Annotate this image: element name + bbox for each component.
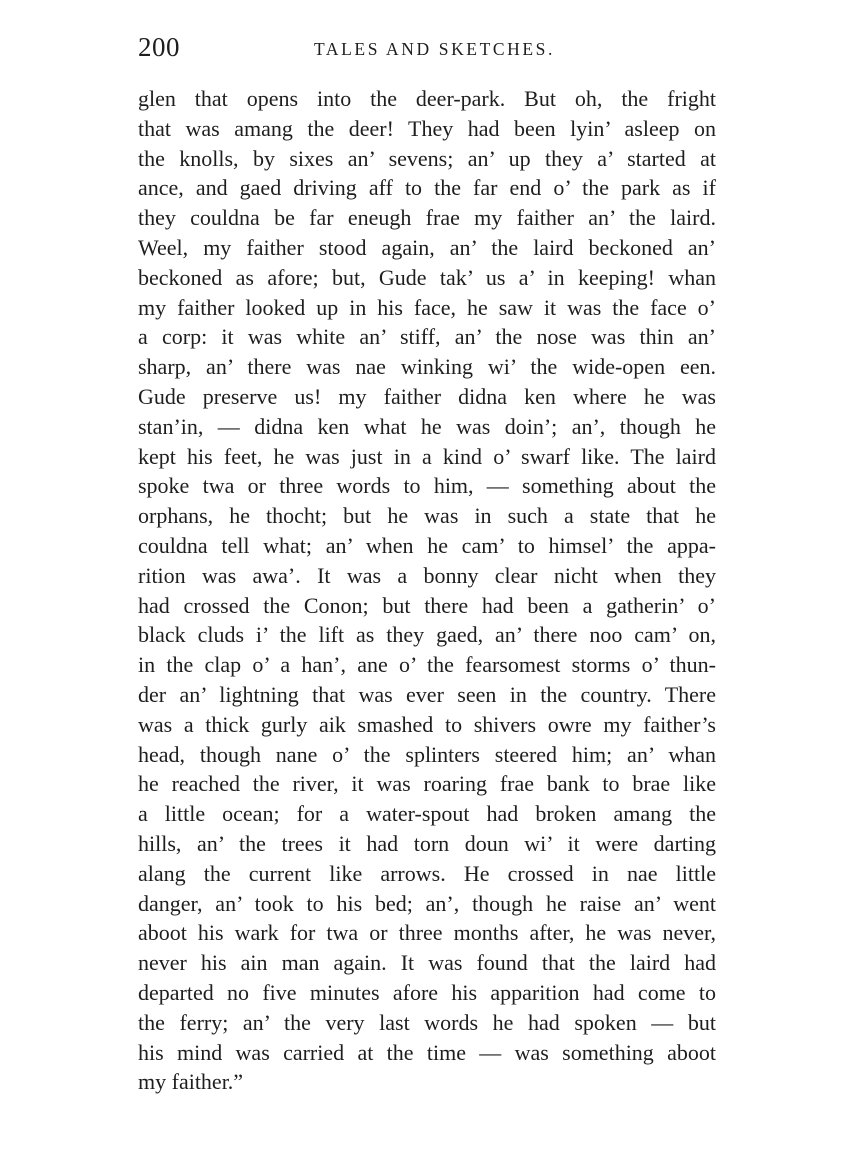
text-line: spoke twa or three words to him, — something about the xyxy=(138,473,716,499)
text-line: had crossed the Conon; but there had been a gatherin’ o’ xyxy=(138,592,716,618)
text-line: aboot his wark for twa or three months after, he was never, xyxy=(138,920,716,946)
text-line: departed no five minutes afore his apparition had come to xyxy=(138,979,716,1005)
text-line: beckoned as afore; but, Gude tak’ us a’ in keeping! whan xyxy=(138,264,716,290)
text-line: a little ocean; for a water-spout had broken amang the xyxy=(138,801,716,827)
text-line: danger, an’ took to his bed; an’, though he raise an’ went xyxy=(138,890,716,916)
running-title: TALES AND SKETCHES. xyxy=(314,39,555,59)
text-line: they couldna be far eneugh frae my faither an’ the laird. xyxy=(138,205,716,231)
running-head xyxy=(138,30,716,64)
text-line: ance, and gaed driving aff to the far end o’ the park as if xyxy=(138,175,716,201)
body-text xyxy=(138,84,716,1097)
text-line: rition was awa’. It was a bonny clear nicht when they xyxy=(138,562,716,588)
text-line: couldna tell what; an’ when he cam’ to himsel’ the appa- xyxy=(138,532,716,558)
text-line: black cluds i’ the lift as they gaed, an’ there noo cam’ on, xyxy=(138,622,716,648)
text-line: he reached the river, it was roaring frae bank to brae like xyxy=(138,771,716,797)
text-line: a corp: it was white an’ stiff, an’ the nose was thin an’ xyxy=(138,324,716,350)
text-line: in the clap o’ a han’, ane o’ the fearsomest storms o’ thun- xyxy=(138,652,716,678)
text-line: the ferry; an’ the very last words he had spoken — but xyxy=(138,1009,716,1035)
text-line: orphans, he thocht; but he was in such a state that he xyxy=(138,503,716,529)
text-line: alang the current like arrows. He crossed in nae little xyxy=(138,860,716,886)
text-line: head, though nane o’ the splinters steered him; an’ whan xyxy=(138,741,716,767)
text-line: Weel, my faither stood again, an’ the laird beckoned an’ xyxy=(138,234,716,260)
text-line: kept his feet, he was just in a kind o’ swarf like. The laird xyxy=(138,443,716,469)
page-number: 200 xyxy=(138,32,180,62)
text-line: my faither.” xyxy=(138,1069,244,1095)
text-line: was a thick gurly aik smashed to shivers owre my faither’s xyxy=(138,711,716,737)
text-line: his mind was carried at the time — was something aboot xyxy=(138,1039,716,1065)
text-line: hills, an’ the trees it had torn doun wi’ it were darting xyxy=(138,830,716,856)
text-line: sharp, an’ there was nae winking wi’ the wide-open een. xyxy=(138,354,716,380)
text-line: the knolls, by sixes an’ sevens; an’ up they a’ started at xyxy=(138,145,716,171)
text-line: stan’in, — didna ken what he was doin’; an’, though he xyxy=(138,413,716,439)
text-line: glen that opens into the deer-park. But oh, the fright xyxy=(138,86,716,111)
text-line: never his ain man again. It was found that the laird had xyxy=(138,950,716,976)
text-line: Gude preserve us! my faither didna ken where he was xyxy=(138,383,716,409)
text-line: that was amang the deer! They had been lyin’ asleep on xyxy=(138,115,716,141)
text-line: der an’ lightning that was ever seen in the country. There xyxy=(138,681,716,707)
text-line: my faither looked up in his face, he saw it was the face o’ xyxy=(138,294,716,320)
